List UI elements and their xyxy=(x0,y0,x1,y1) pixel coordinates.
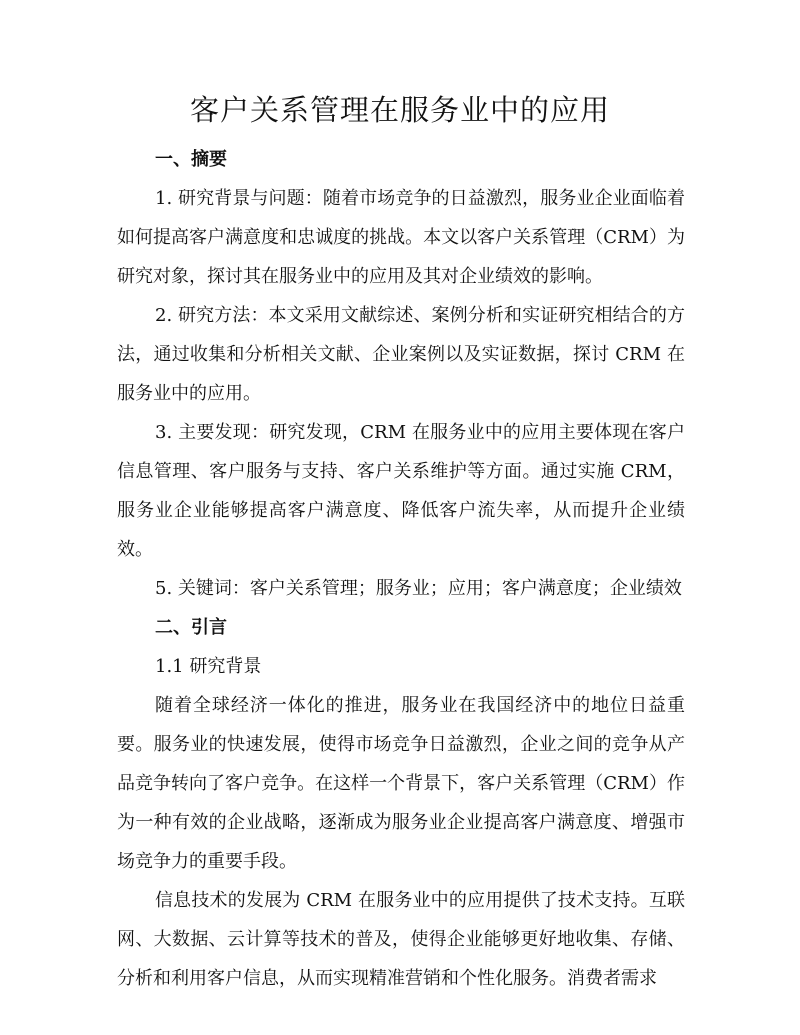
abstract-item-method: 2. 研究方法：本文采用文献综述、案例分析和实证研究相结合的方法，通过收集和分析相关文献、企业案例以及实证数据，探讨 CRM 在服务业中的应用。 xyxy=(117,305,685,404)
subsection-heading-background: 1.1 研究背景 xyxy=(155,656,262,677)
abstract-item-findings: 3. 主要发现：研究发现，CRM 在服务业中的应用主要体现在客户信息管理、客户服务与支持、客户关系维护等方面。通过实施 CRM，服务业企业能够提高客户满意度、降低客户流失率，从而提升企业绩效。 xyxy=(117,422,685,560)
intro-paragraph-2: 信息技术的发展为 CRM 在服务业中的应用提供了技术支持。互联网、大数据、云计算等技术的普及，使得企业能够更好地收集、存储、分析和利用客户信息，从而实现精准营销和个性化服务。消费者需求 xyxy=(117,890,685,989)
intro-paragraph-1: 随着全球经济一体化的推进，服务业在我国经济中的地位日益重要。服务业的快速发展，使得市场竞争日益激烈，企业之间的竞争从产品竞争转向了客户竞争。在这样一个背景下，客户关系管理（CRM）作为一种有效的企业战略，逐渐成为服务业企业提高客户满意度、增强市场竞争力的重要手段。 xyxy=(117,695,685,872)
abstract-item-background: 1. 研究背景与问题：随着市场竞争的日益激烈，服务业企业面临着如何提高客户满意度和忠诚度的挑战。本文以客户关系管理（CRM）为研究对象，探讨其在服务业中的应用及其对企业绩效的影响。 xyxy=(117,188,685,287)
abstract-item-keywords: 5. 关键词：客户关系管理；服务业；应用；客户满意度；企业绩效 xyxy=(155,578,682,599)
document-title: 客户关系管理在服务业中的应用 xyxy=(189,93,610,127)
document-body xyxy=(117,140,685,998)
section-heading-introduction: 二、引言 xyxy=(155,617,227,638)
section-heading-abstract: 一、摘要 xyxy=(155,149,227,170)
